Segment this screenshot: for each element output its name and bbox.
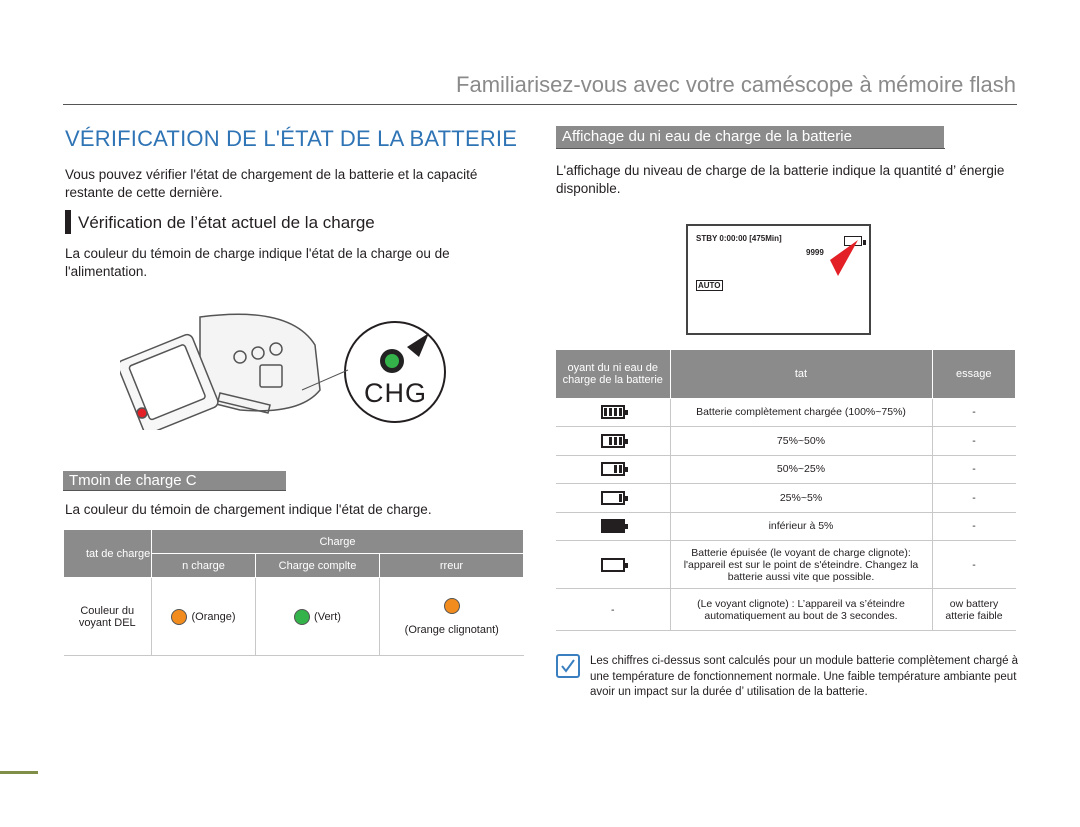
battery-display-heading: Affichage du ni eau de charge de la batterie: [556, 126, 944, 148]
battery-bar: [614, 408, 617, 416]
battery-message-cell: -: [932, 427, 1016, 456]
pointer-arrow-icon: [401, 331, 431, 361]
callout-connector: [300, 360, 360, 400]
subheading-paragraph: La couleur du témoin de charge indique l'état de la charge ou de l'alimentation.: [65, 246, 450, 279]
battery-row: [556, 484, 1016, 513]
battery-state-cell: 50%~25%: [670, 455, 932, 484]
battery-icon: [601, 519, 625, 533]
cell-green-text: (Vert): [314, 610, 341, 623]
battery-row: [556, 541, 1016, 589]
battery-state-cell: Batterie complètement chargée (100%~75%): [670, 398, 932, 427]
note-text: Les chiffres ci-dessus sont calculés pour un module batterie complètement chargé à une température de fonctionnement normale. Une faible température ambiante peut avoir un impact sur la durée d’ utilisation de la batterie.: [590, 655, 1019, 698]
note-check-icon: [556, 654, 580, 678]
subheading: Vérification de l’état actuel de la charge: [78, 213, 375, 232]
battery-row: [556, 398, 1016, 427]
battery-bar: [619, 465, 622, 473]
battery-indicator-cell: [556, 398, 670, 427]
cell-orange-blink-text: (Orange clignotant): [404, 623, 499, 636]
battery-message-cell: ow battery atterie faible: [932, 589, 1016, 631]
battery-message-cell: -: [932, 484, 1016, 513]
battery-state-cell: 25%~5%: [670, 484, 932, 513]
battery-indicator-cell: [556, 427, 670, 456]
battery-icon: [601, 434, 625, 448]
col-message: essage: [932, 350, 1016, 398]
battery-indicator-cell: [556, 455, 670, 484]
section-title: VÉRIFICATION DE L'ÉTAT DE LA BATTERIE: [65, 126, 518, 151]
battery-state-cell: (Le voyant clignote) : L’appareil va s’éteindre automatiquement au bout de 3 secondes.: [670, 589, 932, 631]
battery-indicator-cell: [556, 512, 670, 541]
col-in-charge: n charge: [152, 554, 256, 578]
battery-bar: [614, 465, 617, 473]
battery-heading-divider: [556, 148, 945, 149]
col-charge-header: Charge: [152, 530, 524, 554]
battery-state-cell: inférieur à 5%: [670, 512, 932, 541]
row-label-text: Couleur du voyant DEL: [78, 604, 136, 629]
page-header-title: Familiarisez-vous avec votre caméscope à mémoire flash: [456, 72, 1016, 97]
battery-level-table: [556, 350, 1016, 631]
battery-display-description: L'affichage du niveau de charge de la batterie indique la quantité d’ énergie disponible.: [556, 163, 1005, 196]
subheading-marker: [65, 210, 71, 234]
blinking-orange-led-icon: [444, 598, 460, 614]
battery-icon: [601, 491, 625, 505]
battery-message-cell: -: [932, 512, 1016, 541]
cell-orange-text: (Orange): [191, 610, 236, 623]
col-state-header: tat de charge: [64, 530, 152, 578]
battery-message-cell: -: [932, 455, 1016, 484]
battery-bar: [619, 437, 622, 445]
red-arrow-icon: [828, 238, 864, 278]
battery-icon: [601, 405, 625, 419]
battery-icon: [601, 462, 625, 476]
lcd-status-text: STBY 0:00:00 [475Min]: [696, 234, 782, 243]
col-error: rreur: [380, 554, 524, 578]
battery-state-cell: Batterie épuisée (le voyant de charge clignote): l'appareil est sur le point de s'éteindre. Changez la batterie aussi vite que possible.: [670, 541, 932, 589]
battery-indicator-cell: [556, 541, 670, 589]
col-indicator: oyant du ni eau de charge de la batterie: [556, 350, 670, 398]
battery-bar: [609, 408, 612, 416]
battery-bar: [614, 437, 617, 445]
battery-indicator-cell: [556, 484, 670, 513]
cell-orange-blink: [380, 578, 524, 656]
intro-paragraph: Vous pouvez vérifier l'état de chargement de la batterie et la capacité restante de cette dernière.: [65, 167, 478, 200]
battery-message-cell: -: [932, 398, 1016, 427]
lcd-counter: 9999: [806, 248, 824, 257]
battery-bar: [604, 408, 607, 416]
header-divider: [63, 104, 1017, 105]
battery-icon: [601, 558, 625, 572]
led-section-description: La couleur du témoin de chargement indique l'état de charge.: [65, 502, 432, 517]
battery-row: [556, 589, 1016, 631]
orange-led-icon: [171, 609, 187, 625]
led-section-heading: Tmoin de charge C: [63, 471, 286, 491]
row-led-color-label: [64, 578, 152, 656]
battery-row: [556, 427, 1016, 456]
footer-accent-bar: [0, 771, 38, 774]
col-state: tat: [670, 350, 932, 398]
battery-row: [556, 455, 1016, 484]
battery-row: [556, 512, 1016, 541]
green-led-icon: [294, 609, 310, 625]
battery-bar: [619, 408, 622, 416]
indicator-text: -: [611, 603, 615, 616]
battery-bar: [609, 437, 612, 445]
chg-label: CHG: [364, 378, 427, 408]
cell-green: [256, 578, 380, 656]
lcd-mode: AUTO: [698, 281, 721, 290]
col-charge-complete: Charge complte: [256, 554, 380, 578]
battery-state-cell: 75%~50%: [670, 427, 932, 456]
led-color-table: [63, 529, 524, 656]
lcd-screen-illustration: [686, 224, 871, 335]
battery-bar: [619, 494, 622, 502]
cell-orange: [152, 578, 256, 656]
battery-indicator-cell: [556, 589, 670, 631]
battery-message-cell: -: [932, 541, 1016, 589]
